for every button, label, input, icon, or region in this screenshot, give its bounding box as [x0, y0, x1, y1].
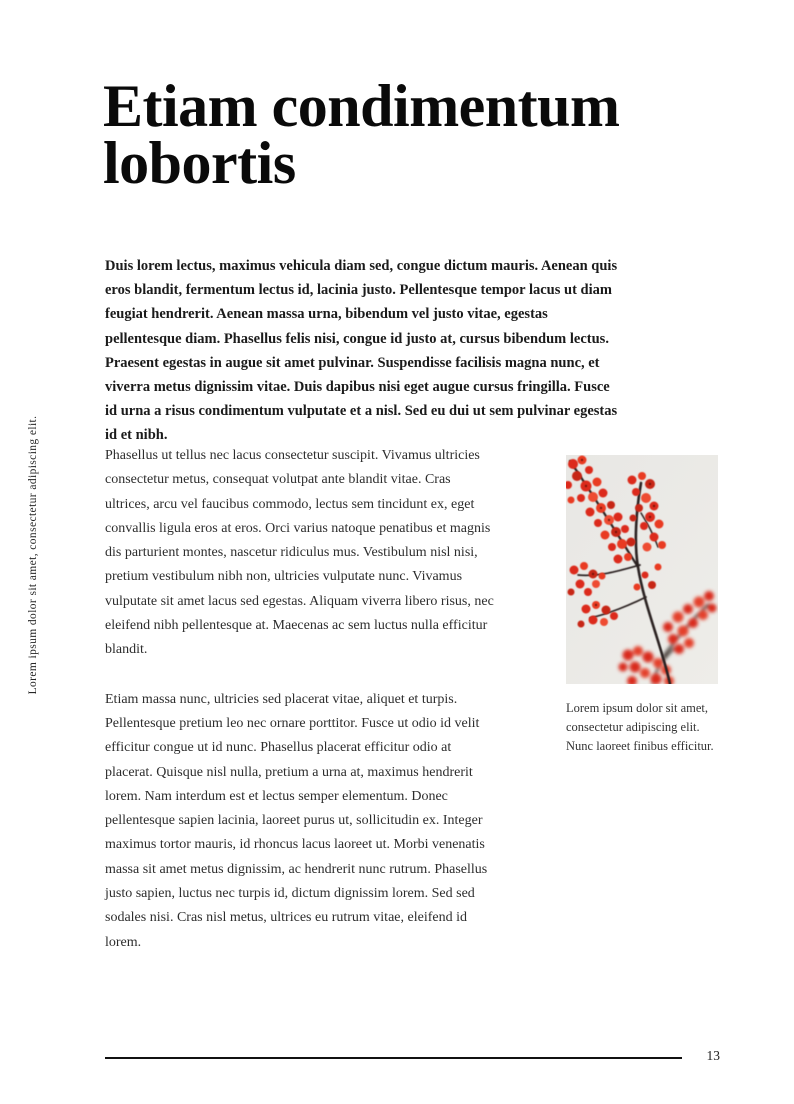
vertical-margin-text: Lorem ipsum dolor sit amet, consectetur adipiscing elit. — [27, 415, 39, 695]
article-title: Etiam condimentum lobortis — [103, 73, 620, 196]
body-paragraph: Phasellus ut tellus nec lacus consectetur suscipit. Vivamus ultricies consectetur metus, consequat volutpat ante blandit vitae. Cras ultrices, arcu vel faucibus commodo, lectus sem tincidunt ex, eget convallis ligula eros at eros. Orci varius natoque penatibus et magnis dis parturient montes, nascetur ridiculus mus. Vestibulum nisl nisi, pretium vestibulum nibh non, ultricies vulputate nunc. Vivamus vulputate sit amet lacus sed egestas. Aliquam viverra libero risus, nec eleifend nibh pellentesque at. Maecenas ac sem luctus nulla efficitur blandit. — [105, 448, 494, 658]
page-number: 13 — [706, 1048, 720, 1063]
figure-caption: Lorem ipsum dolor sit amet, consectetur adipiscing elit. Nunc laoreet finibus efficitur. — [566, 701, 714, 753]
intro-paragraph: Duis lorem lectus, maximus vehicula diam sed, congue dictum mauris. Aenean quis eros blandit, fermentum lectus id, lacinia justo. Pellentesque tempor lacus ut diam feugiat hendrerit. Aenean massa urna, bibendum vel justo vitae, egestas pellentesque diam. Phasellus felis nisi, congue id justo at, cursus bibendum lectus. Praesent egestas in augue sit amet pulvinar. Suspendisse facilisis magna nunc, et viverra metus dignissim vitae. Duis dapibus nisi eget augue cursus fringilla. Fusce id urna a risus condimentum vulputate et a nisl. Sed eu dui ut sem pulvinar egestas id et nibh. — [105, 258, 618, 444]
footer-rule — [105, 1057, 682, 1059]
red-berries-photo — [566, 455, 718, 684]
berries-figure — [566, 455, 718, 755]
body-paragraph: Etiam massa nunc, ultricies sed placerat vitae, aliquet et turpis. Pellentesque pretium leo nec ornare porttitor. Fusce ut odio id velit efficitur congue ut id nunc. Phasellus placerat efficitur odio at placerat. Quisque nisl nulla, pretium a urna at, maximus hendrerit lorem. Nam interdum est et lectus semper elementum. Donec pellentesque sapien lacinia, laoreet purus ut, sollicitudin ex. Integer maximus tortor mauris, id rhoncus lacus laoreet ut. Morbi venenatis massa sit amet metus dignissim, ac hendrerit nunc rutrum. Phasellus justo sapien, luctus nec turpis id, dictum dignissim lorem. Sed sed sodales nisi. Cras nisl metus, ultrices eu rutrum vitae, eleifend id lorem. — [105, 691, 488, 950]
body-text-column — [105, 444, 497, 955]
